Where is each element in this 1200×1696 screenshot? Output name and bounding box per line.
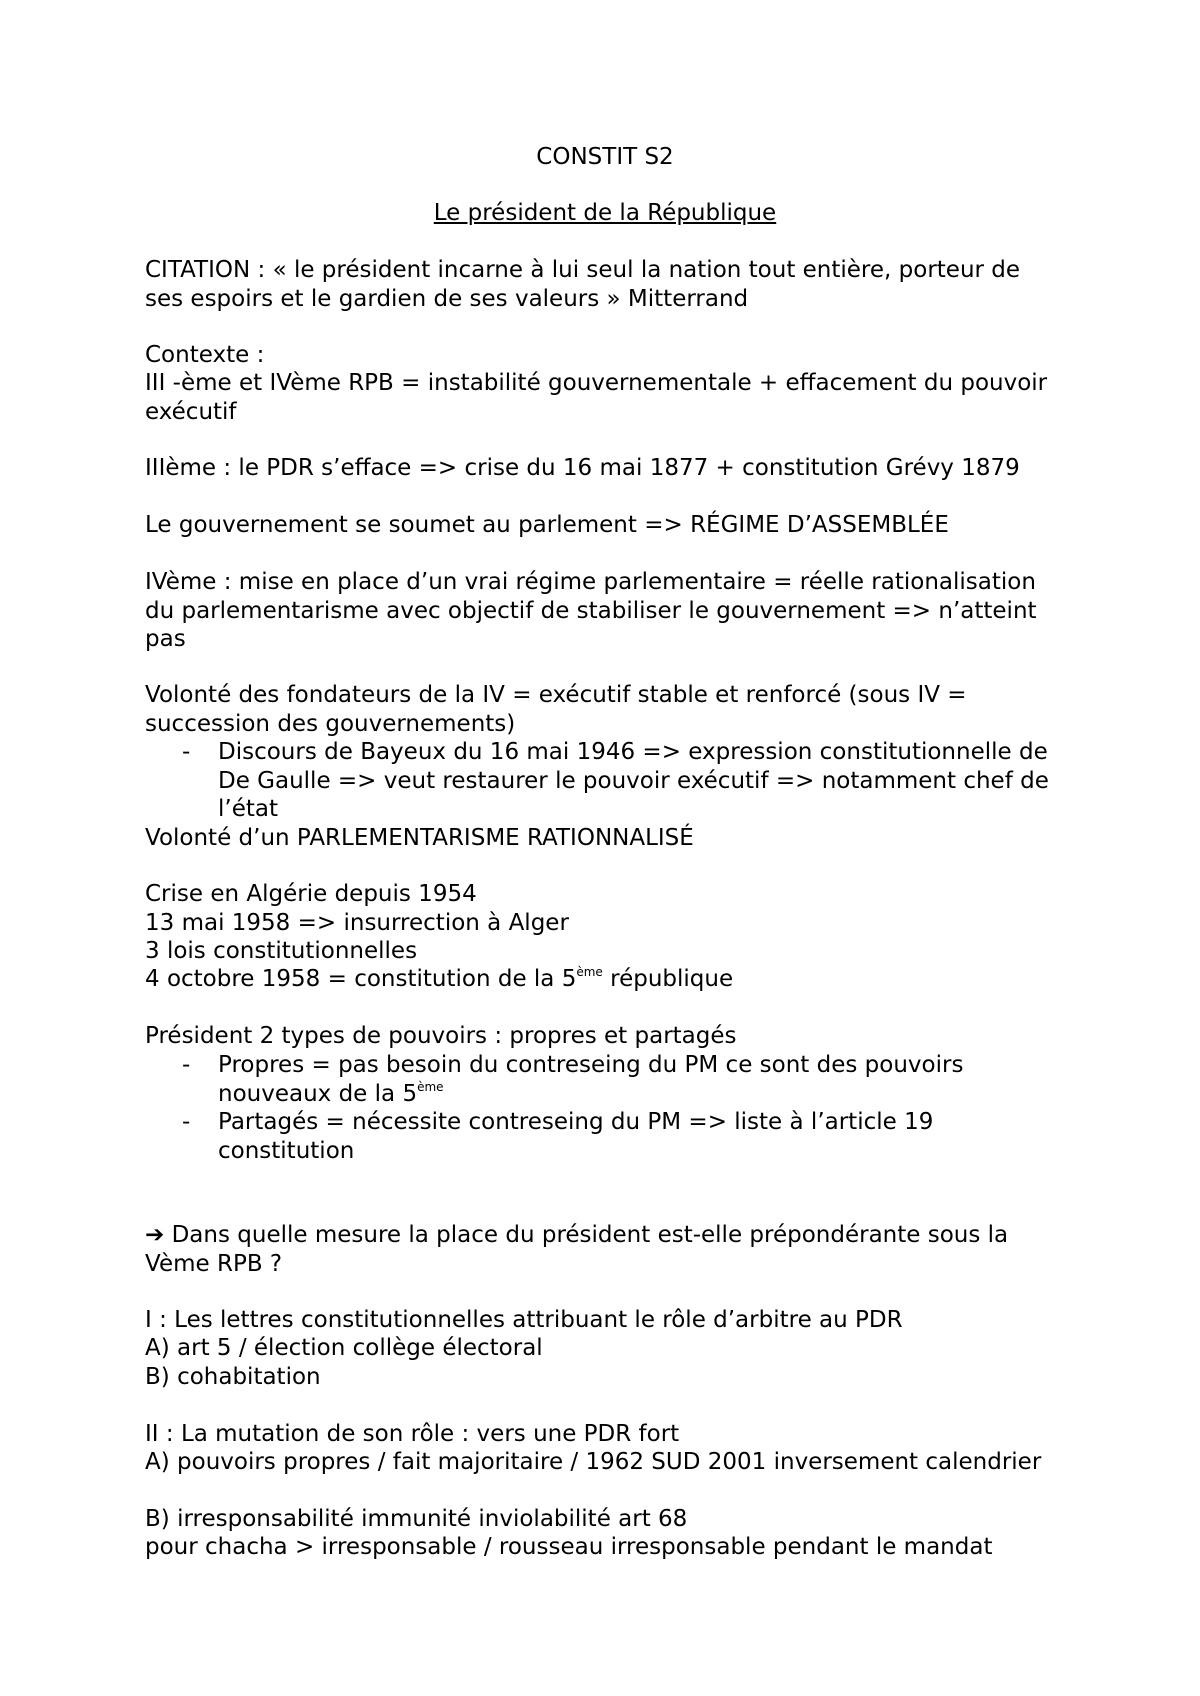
volonte-fondateurs-paragraph: Volonté des fondateurs de la IV = exécutif stable et renforcé (sous IV = succession des gouvernements)	[145, 682, 967, 737]
part2-title: II : La mutation de son rôle : vers une PDR fort	[145, 1421, 680, 1447]
bullet-dash: -	[182, 739, 191, 765]
contexte-paragraph: III -ème et IVème RPB = instabilité gouvernementale + effacement du pouvoir exécutif	[145, 370, 1048, 425]
bayeux-list	[145, 738, 1075, 824]
document-header: CONSTIT S2	[536, 144, 674, 170]
list-item	[145, 1108, 1075, 1165]
pouvoirs-partages-text: Partagés = nécessite contreseing du PM => liste à l’article 19 constitution	[218, 1109, 934, 1164]
pouvoirs-propres-text: Propres = pas besoin du contreseing du PM ce sont des pouvoirs nouveaux de la 5	[218, 1052, 964, 1107]
constitution-5eme-suffix: république	[602, 966, 734, 992]
contexte-label: Contexte :	[145, 342, 265, 368]
part2-c: pour chacha > irresponsable / rousseau irresponsable pendant le mandat	[145, 1534, 993, 1560]
volonte-parlementarisme-line: Volonté d’un PARLEMENTARISME RATIONNALISÉ	[145, 825, 694, 851]
bayeux-text: Discours de Bayeux du 16 mai 1946 => expression constitutionnelle de De Gaulle => veut restaurer le pouvoir exécutif => notamment chef de l’état	[218, 739, 1049, 822]
part2-a: A) pouvoirs propres / fait majoritaire / 1962 SUD 2001 inversement calendrier	[145, 1449, 1042, 1475]
iveme-paragraph: IVème : mise en place d’un vrai régime parlementaire = réelle rationalisation du parlementarisme avec objectif de stabiliser le gouvernement => n’atteint pas	[145, 569, 1037, 652]
constitution-5eme-line	[145, 965, 1065, 994]
part1-title: I : Les lettres constitutionnelles attribuant le rôle d’arbitre au PDR	[145, 1307, 903, 1333]
bullet-dash: -	[182, 1109, 191, 1135]
superscript-eme: ème	[576, 965, 603, 979]
document-title	[145, 199, 1065, 228]
problematique-text: Dans quelle mesure la place du président est-elle prépondérante sous la Vème RPB ?	[145, 1222, 1009, 1277]
iiieme-paragraph: IIIème : le PDR s’efface => crise du 16 mai 1877 + constitution Grévy 1879	[145, 455, 1020, 481]
part2-b: B) irresponsabilité immunité inviolabilité art 68	[145, 1506, 688, 1532]
list-item	[145, 738, 1075, 824]
arrow-right-icon: ➔	[145, 1222, 165, 1248]
superscript-eme: ème	[417, 1079, 444, 1094]
insurrection-line: 13 mai 1958 => insurrection à Alger	[145, 910, 569, 936]
constitution-5eme-text: 4 octobre 1958 = constitution de la 5	[145, 966, 577, 992]
bullet-dash: -	[182, 1052, 191, 1078]
president-pouvoirs-line: Président 2 types de pouvoirs : propres et partagés	[145, 1023, 737, 1049]
regime-assemblee-line: Le gouvernement se soumet au parlement => RÉGIME D’ASSEMBLÉE	[145, 512, 949, 538]
crise-algerie-line: Crise en Algérie depuis 1954	[145, 881, 477, 907]
lois-constitutionnelles-line: 3 lois constitutionnelles	[145, 938, 418, 964]
list-item	[145, 1051, 1075, 1108]
problematique-paragraph	[145, 1221, 1065, 1278]
pouvoirs-list	[145, 1051, 1075, 1165]
citation-paragraph: CITATION : « le président incarne à lui seul la nation tout entière, porteur de ses espoirs et le gardien de ses valeurs » Mitterrand	[145, 257, 1021, 312]
part1-a: A) art 5 / élection collège électoral	[145, 1335, 543, 1361]
document-title-text: Le président de la République	[433, 200, 777, 226]
part1-b: B) cohabitation	[145, 1364, 321, 1390]
